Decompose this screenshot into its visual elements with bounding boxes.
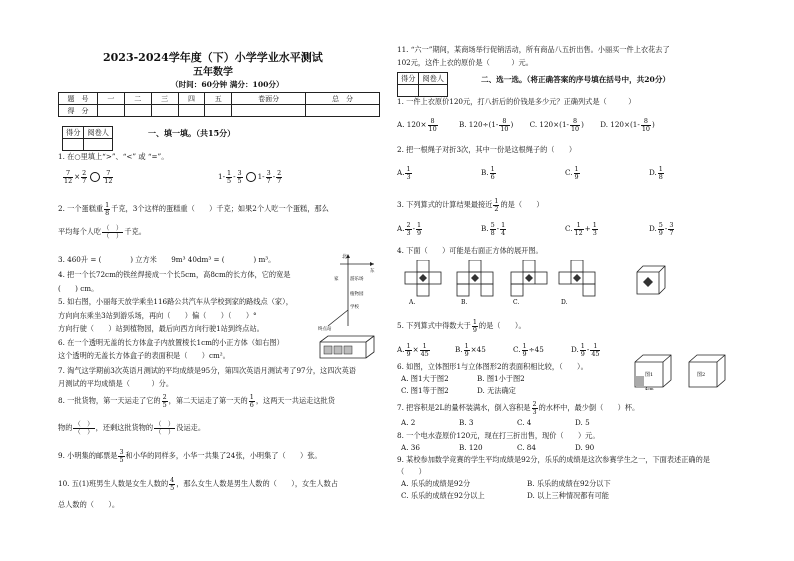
c2-option-d[interactable]: D. $\frac{1}{8}$ bbox=[649, 164, 663, 181]
grader-score-cell[interactable] bbox=[63, 139, 84, 151]
solid-figures bbox=[631, 352, 731, 390]
c6-option-b[interactable]: B. 图1小于图2 bbox=[477, 374, 525, 383]
map-label: 学校 bbox=[350, 305, 359, 310]
c9-line2: （ ） bbox=[397, 467, 426, 476]
option-label: C. bbox=[513, 299, 520, 306]
grader-box-1 bbox=[62, 126, 113, 151]
option-label: A. bbox=[409, 299, 416, 306]
cell: 总 分 bbox=[306, 93, 380, 105]
q8-line1: 8. 一批货物，第一天运走了它的 $\frac{2}{5}$ ，第二天运走了第一天的 $\frac{1}{6}$ ，这两天一共运走这批货 bbox=[58, 392, 335, 409]
cell[interactable] bbox=[98, 105, 125, 117]
q3-text: 3. 460升 = ( ) 立方米 9m³ 40dm³ = ( ) m³。 bbox=[58, 255, 276, 264]
map-label: 东 bbox=[370, 269, 375, 274]
q9-text: 9. 小明集的邮票是 $\frac{3}{5}$ 和小华的同样多，小华一共集了24张，小明集了（ ）张。 bbox=[58, 447, 322, 464]
q6-line1: 6. 在一个透明无盖的长方体盒子内放置棱长1cm的小正方体（如右图） bbox=[58, 338, 284, 347]
q5-line2: 方向向东乘坐3站到游乐场，再向（ ）偏（ ）（ ）° bbox=[58, 311, 257, 320]
dim-label: 4cm bbox=[645, 386, 654, 390]
c6-option-c[interactable]: C. 图1等于图2 bbox=[401, 386, 449, 395]
q1-text: 1. 在○里填上“>”、“<” 或 “=”。 bbox=[58, 152, 169, 161]
c3-option-a[interactable]: A. $\frac{2}{3}$ - $\frac{1}{9}$ bbox=[397, 220, 422, 237]
section-1-title: 一、填一填。（共15分） bbox=[148, 128, 236, 138]
exam-meta: （时间：60分钟 满分：100分） bbox=[171, 80, 284, 89]
compare-circle[interactable] bbox=[246, 172, 256, 182]
c9-option-c[interactable]: C. 乐乐的成绩在92分以上 bbox=[401, 491, 485, 500]
q2-line2: 平均每个人吃 $\frac{( )}{( )}$ 千克。 bbox=[58, 223, 146, 240]
q10-line1: 10. 五(1)班男生人数是女生人数的 $\frac{4}{5}$ ，那么女生人数是男生人数的（ ），女生人数占 bbox=[58, 475, 338, 492]
cell: 题 号 bbox=[59, 93, 98, 105]
q5-line3: 方向行驶（ ）站到植物园，最后向西方向行驶1站到终点站。 bbox=[58, 324, 264, 333]
q6-line2: 这个透明的无盖长方体盒子的表面积是（ ）cm²。 bbox=[58, 351, 230, 360]
q1-expr-b: 1- $\frac{1}{5}$ - $\frac{3}{5}$ 1- $\frac{3}{7}$ - $\frac{2}{7}$ bbox=[218, 168, 282, 185]
grader-reviewer-label: 阅卷人 bbox=[419, 73, 448, 85]
map-label: 植物园 bbox=[350, 292, 364, 297]
c2-option-c[interactable]: C. $\frac{1}{9}$ bbox=[565, 164, 579, 181]
grader-reviewer-label: 阅卷人 bbox=[84, 127, 113, 139]
cell[interactable] bbox=[306, 105, 380, 117]
score-table bbox=[58, 92, 380, 117]
c5-text: 5. 下列算式中得数大于 $\frac{1}{9}$ 的是（ ）。 bbox=[397, 317, 526, 334]
map-label: 家 bbox=[334, 277, 339, 282]
q8-line2: 物的 $\frac{( )}{( )}$ ，还剩这批货物的 $\frac{( )}{( )}$ 没运走。 bbox=[58, 419, 206, 436]
map-label: 终点站 bbox=[318, 327, 332, 332]
grader-box-2 bbox=[397, 72, 448, 97]
q7-line1: 7. 淘气这学期前3次英语月测试的平均成绩是95分，第四次英语月测试考了97分，这四次英语 bbox=[58, 366, 356, 375]
c7-option-c[interactable]: C. 4 bbox=[517, 418, 532, 427]
cell: 得 分 bbox=[59, 105, 98, 117]
q4-line1: 4. 把一个长72cm的铁丝焊接成一个长5cm，高8cm的长方体，它的宽是 bbox=[58, 270, 291, 279]
grader-score-cell[interactable] bbox=[398, 85, 419, 97]
grader-score-label: 得分 bbox=[63, 127, 84, 139]
cell: 五 bbox=[205, 93, 232, 105]
c3-text: 3. 下列算式的计算结果最接近 $\frac{1}{2}$ 的是（ ） bbox=[397, 196, 544, 213]
section-2-title: 二、选一选。（将正确答案的序号填在括号中，共20分） bbox=[481, 75, 671, 84]
fig2-label: 图2 bbox=[697, 372, 706, 378]
cube-figure bbox=[635, 264, 669, 296]
cell[interactable] bbox=[178, 105, 205, 117]
c5-option-d[interactable]: D. $\frac{1}{9}$ - $\frac{1}{45}$ bbox=[571, 341, 600, 358]
c8-option-b[interactable]: B. 120 bbox=[459, 443, 483, 452]
c3-option-d[interactable]: D. $\frac{5}{9}$ - $\frac{3}{7}$ bbox=[649, 220, 674, 237]
c8-text: 8. 一个电水壶原价120元，现在打三折出售，现价（ ）元。 bbox=[397, 431, 600, 440]
c5-option-c[interactable]: C. $\frac{1}{9}$ ÷45 bbox=[513, 341, 544, 358]
grader-score-label: 得分 bbox=[398, 73, 419, 85]
c9-option-d[interactable]: D. 以上三种情况都有可能 bbox=[527, 491, 609, 500]
c7-option-a[interactable]: A. 2 bbox=[401, 418, 416, 427]
option-label: B. bbox=[461, 299, 468, 306]
cell: 二 bbox=[124, 93, 151, 105]
q11-line1: 11. “六一”期间，某商场举行促销活动，所有商品八五折出售。小丽买一件上衣花去了 bbox=[397, 45, 670, 54]
map-label: 游乐场 bbox=[350, 277, 364, 282]
cell: 卷面分 bbox=[232, 93, 306, 105]
cell: 一 bbox=[98, 93, 125, 105]
q10-line2: 总人数的（ ）。 bbox=[58, 500, 120, 509]
q11-line2: 102元，这件上衣的原价是（ ）元。 bbox=[397, 58, 533, 67]
q4-line2: ( ) cm。 bbox=[58, 284, 99, 293]
cube-net-options bbox=[401, 260, 631, 306]
c6-text: 6. 如图，立体图形1与立体图形2的表面积相比较，（ ）。 bbox=[397, 362, 588, 371]
c8-option-d[interactable]: D. 90 bbox=[575, 443, 595, 452]
route-map-figure bbox=[318, 250, 380, 332]
c5-option-a[interactable]: A. $\frac{1}{9}$ × $\frac{1}{45}$ bbox=[397, 341, 429, 358]
cell[interactable] bbox=[205, 105, 232, 117]
c6-option-a[interactable]: A. 图1大于图2 bbox=[401, 374, 449, 383]
c9-option-a[interactable]: A. 乐乐的成绩是92分 bbox=[401, 479, 471, 488]
cell[interactable] bbox=[232, 105, 306, 117]
box-figure bbox=[318, 334, 376, 360]
compare-circle[interactable] bbox=[90, 172, 100, 182]
option-label: D. bbox=[561, 299, 568, 306]
c2-option-a[interactable]: A. $\frac{1}{3}$ bbox=[397, 164, 411, 181]
q2-line1: 2. 一个蛋糕重 $\frac{1}{8}$ 千克，3个这样的蛋糕重（ ）千克；如果2个人吃一个蛋糕，那么 bbox=[58, 200, 329, 217]
c3-option-c[interactable]: C. $\frac{1}{12}$ + $\frac{1}{3}$ bbox=[565, 220, 597, 237]
c6-option-d[interactable]: D. 无法确定 bbox=[477, 386, 516, 395]
c1-text: 1. 一件上衣原价120元，打八折后的价钱是多少元？正确列式是（ ） bbox=[397, 97, 636, 106]
map-north-label: 北 bbox=[342, 254, 348, 260]
c7-option-b[interactable]: B. 3 bbox=[459, 418, 474, 427]
cell: 三 bbox=[151, 93, 178, 105]
c7-option-d[interactable]: D. 5 bbox=[575, 418, 590, 427]
c4-text: 4. 下面（ ）可能是右面正方体的展开图。 bbox=[397, 246, 543, 255]
score-table-row bbox=[59, 93, 380, 105]
cell: 四 bbox=[178, 93, 205, 105]
q5-line1: 5. 如右图，小丽每天放学乘坐116路公共汽车从学校到家的路线点（家）， bbox=[58, 297, 293, 306]
fig1-label: 图1 bbox=[645, 372, 654, 378]
c8-option-a[interactable]: A. 36 bbox=[401, 443, 420, 452]
c1-options: A. 120× $\frac{8}{10}$ B. 120÷(1- $\frac{8}{10}$ ) C. 120×(1- $\frac{8}{10}$ ) D. 120×(1- $\frac{8}{10}$ ) bbox=[397, 116, 655, 133]
q1-expr-a: $\frac{7}{12}$ × $\frac{2}{7}$ $\frac{7}{12}$ bbox=[64, 168, 113, 185]
c9-option-b[interactable]: B. 乐乐的成绩在92分以下 bbox=[527, 479, 611, 488]
c2-option-b[interactable]: B. $\frac{1}{6}$ bbox=[481, 164, 495, 181]
c8-option-c[interactable]: C. 84 bbox=[517, 443, 536, 452]
exam-title: 2023-2024学年度（下）小学学业水平测试 bbox=[103, 51, 323, 64]
c9-line1: 9. 某校参加数学竞赛的学生平均成绩是92分，乐乐的成绩是这次参赛学生之一，下面表述正确的是 bbox=[397, 455, 710, 464]
subject-title: 五年数学 bbox=[193, 67, 233, 78]
c3-option-b[interactable]: B. $\frac{5}{8}$ - $\frac{1}{4}$ bbox=[481, 220, 506, 237]
score-table-row bbox=[59, 105, 380, 117]
c2-text: 2. 把一根绳子对折3次，其中一份是这根绳子的（ ） bbox=[397, 145, 577, 154]
c7-text: 7. 把容积是2L的量杯装满水，倒入容积是 $\frac{2}{3}$ 的水杯中，最少倒（ ）杯。 bbox=[397, 399, 640, 416]
q7-line2: 月测试的平均成绩是（ ）分。 bbox=[58, 379, 174, 388]
cell[interactable] bbox=[124, 105, 151, 117]
c5-option-b[interactable]: B. $\frac{1}{9}$ ×45 bbox=[455, 341, 486, 358]
cell[interactable] bbox=[151, 105, 178, 117]
grader-reviewer-cell[interactable] bbox=[84, 139, 113, 151]
grader-reviewer-cell[interactable] bbox=[419, 85, 448, 97]
